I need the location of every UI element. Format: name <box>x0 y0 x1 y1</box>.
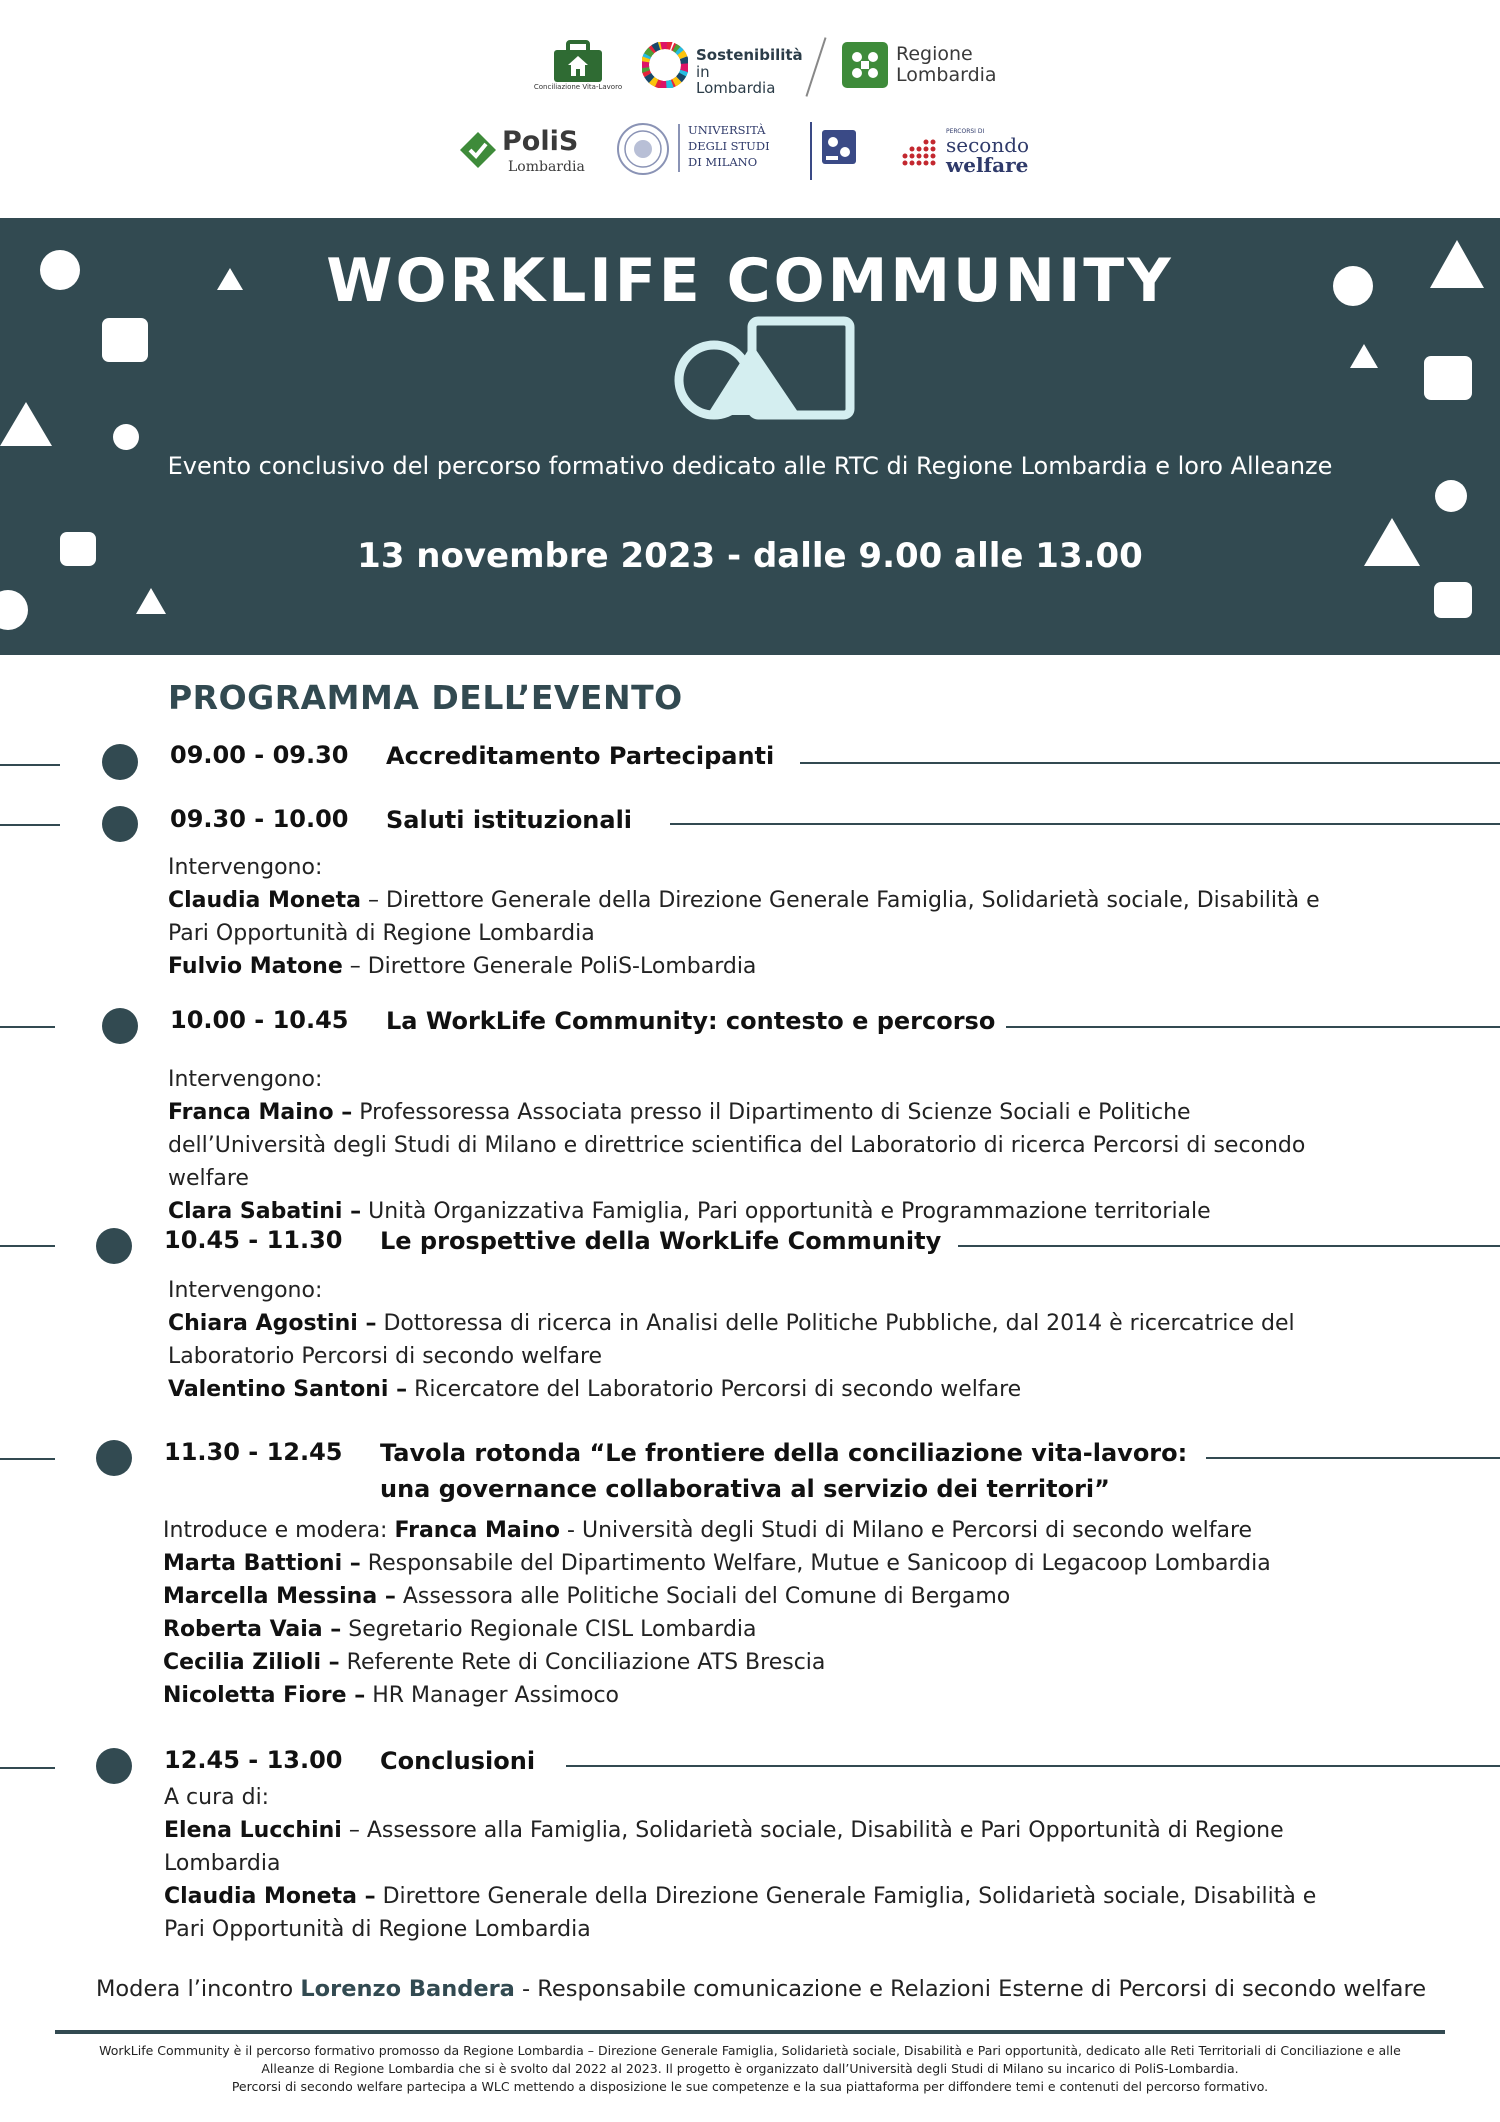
session-title: Saluti istituzionali <box>386 806 633 834</box>
speaker-name: Franca Maino – <box>168 1100 353 1125</box>
speaker-name: Claudia Moneta <box>168 888 361 913</box>
speaker-name: Chiara Agostini – <box>168 1311 377 1336</box>
polis-diamond-icon <box>458 130 498 170</box>
speaker-name: Marta Battioni – <box>163 1551 361 1576</box>
session-title-line1: Tavola rotonda “Le frontiere della conciliazione vita-lavoro: <box>380 1439 1188 1467</box>
timeline-line <box>800 762 1500 764</box>
footer-note <box>60 2042 1440 2096</box>
intro-label: A cura di: <box>164 1785 270 1810</box>
timeline-dot <box>102 744 138 780</box>
polis-name: PoliS <box>502 126 579 157</box>
speaker <box>168 884 1348 950</box>
footer-line3: Percorsi di secondo welfare partecipa a WLC mettendo a disposizione le sue competenze e la sua piattaforma per diffondere temi e contenuti del percorso formativo. <box>231 2079 1269 2094</box>
session-details <box>168 1274 1348 1406</box>
speaker-role: Ricercatore del Laboratorio Percorsi di secondo welfare <box>407 1377 1022 1402</box>
speaker-role: HR Manager Assimoco <box>365 1683 620 1708</box>
session-details <box>164 1781 1344 1946</box>
regione-line2: Lombardia <box>896 64 997 86</box>
secondo-welfare-logo <box>900 124 1040 180</box>
regione-cross-icon <box>842 42 888 88</box>
speaker <box>168 950 1348 983</box>
session-title: Le prospettive della WorkLife Community <box>380 1227 942 1255</box>
deco-circle <box>113 424 139 450</box>
speaker-name: Roberta Vaia – <box>163 1617 342 1642</box>
timeline-line <box>1006 1026 1500 1028</box>
logo-bar <box>0 0 1500 200</box>
speaker-name: Claudia Moneta – <box>164 1884 376 1909</box>
footer-line2: Alleanze di Regione Lombardia che si è svolto dal 2022 al 2023. Il progetto è organizzato dall’Università degli Studi di Milano su incarico di PoliS-Lombardia. <box>261 2061 1239 2076</box>
unimi-seal-icon <box>616 122 670 176</box>
deco-square <box>1424 356 1472 400</box>
timeline-line <box>0 1245 55 1247</box>
speaker-name: Fulvio Matone <box>168 954 343 979</box>
timeline-line <box>566 1765 1500 1767</box>
secondo-line2: welfare <box>946 153 1029 177</box>
intro-role: - Università degli Studi di Milano e Percorsi di secondo welfare <box>560 1518 1253 1543</box>
timeline-line <box>0 824 60 826</box>
sostenibilita-logo <box>642 42 803 97</box>
moderator-role: - Responsabile comunicazione e Relazioni Esterne di Percorsi di secondo welfare <box>514 1976 1427 2002</box>
banner-title: WORKLIFE COMMUNITY <box>326 246 1174 316</box>
deco-triangle <box>1430 240 1484 288</box>
speaker <box>163 1646 1363 1679</box>
speaker-name: Marcella Messina – <box>163 1584 396 1609</box>
dots-grid-icon <box>900 138 940 172</box>
speaker-name: Nicoletta Fiore – <box>163 1683 366 1708</box>
department-logo-icon <box>800 120 864 182</box>
hero-banner <box>0 218 1500 655</box>
timeline-dot <box>102 806 138 842</box>
session-time: 09.00 - 09.30 <box>170 741 349 769</box>
sdg-wheel-icon <box>642 42 688 88</box>
regione-logo <box>842 42 1012 90</box>
intro-label: Intervengono: <box>168 855 323 880</box>
speaker <box>168 1307 1348 1373</box>
timeline-line <box>0 1767 55 1769</box>
speaker-role: Professoressa Associata presso il Dipartimento di Scienze Sociali e Politiche dell’Università degli Studi di Milano e direttrice scientifica del Laboratorio di ricerca Percorsi di secondo welfare <box>168 1100 1306 1191</box>
speaker <box>163 1547 1363 1580</box>
timeline-line <box>0 1458 55 1460</box>
deco-square <box>1434 582 1472 618</box>
speaker-name: Elena Lucchini <box>164 1818 342 1843</box>
briefcase-house-icon <box>524 36 632 84</box>
polis-logo <box>458 126 598 180</box>
deco-circle <box>0 590 28 630</box>
regione-line1: Regione <box>896 43 973 65</box>
sostenibilita-line1: Sostenibilità <box>696 46 803 64</box>
speaker-name: Valentino Santoni – <box>168 1377 408 1402</box>
deco-circle <box>1435 480 1467 512</box>
session-time: 12.45 - 13.00 <box>164 1746 343 1774</box>
speaker-name: Clara Sabatini – <box>168 1199 362 1224</box>
footer-divider <box>55 2030 1445 2034</box>
timeline-dot <box>96 1228 132 1264</box>
timeline-dot <box>96 1748 132 1784</box>
speaker-role: Segretario Regionale CISL Lombardia <box>341 1617 757 1642</box>
moderator-name: Lorenzo Bandera <box>300 1976 515 2002</box>
deco-triangle <box>1350 344 1378 368</box>
session-title-line2: una governance collaborativa al servizio dei territori” <box>380 1475 1110 1503</box>
session-details <box>168 1063 1348 1228</box>
speaker <box>163 1679 1363 1712</box>
unimi-line1: UNIVERSITÀ <box>688 123 766 137</box>
moderator-line <box>96 1976 1426 2002</box>
deco-triangle <box>136 588 166 614</box>
timeline-line <box>0 764 60 766</box>
deco-circle <box>1333 266 1373 306</box>
speaker-role: Unità Organizzativa Famiglia, Pari opportunità e Programmazione territoriale <box>361 1199 1211 1224</box>
speaker <box>168 1096 1348 1195</box>
logo-divider <box>805 37 826 97</box>
deco-circle <box>40 250 80 290</box>
speaker-role: Assessora alle Politiche Sociali del Comune di Bergamo <box>395 1584 1011 1609</box>
secondo-top: PERCORSI DI <box>946 128 985 135</box>
unimi-line3: DI MILANO <box>688 155 758 169</box>
timeline-dot <box>96 1440 132 1476</box>
moderator-intro <box>163 1514 1363 1547</box>
sostenibilita-line2: in Lombardia <box>696 63 776 97</box>
speaker-role: Direttore Generale della Direzione Generale Famiglia, Solidarietà sociale, Disabilità e Pari Opportunità di Regione Lombardia <box>164 1884 1317 1942</box>
event-date: 13 novembre 2023 - dalle 9.00 alle 13.00 <box>357 536 1143 576</box>
intro-label: Intervengono: <box>168 1067 323 1092</box>
deco-triangle <box>0 402 52 446</box>
speaker-role: – Direttore Generale della Direzione Generale Famiglia, Solidarietà sociale, Disabilità e Pari Opportunità di Regione Lombardia <box>168 888 1320 946</box>
banner-subtitle: Evento conclusivo del percorso formativo dedicato alle RTC di Regione Lombardia e loro Alleanze <box>167 452 1333 480</box>
session-title: Accreditamento Partecipanti <box>386 742 775 770</box>
session-time: 10.00 - 10.45 <box>170 1006 349 1034</box>
speaker-name: Cecilia Zilioli – <box>163 1650 340 1675</box>
session-details <box>163 1514 1363 1712</box>
footer-line1: WorkLife Community è il percorso formativo promosso da Regione Lombardia – Direzione Generale Famiglia, Solidarietà sociale, Disabilità e Pari opportunità, dedicato alle Reti Territoriali di Conciliazione e alle <box>99 2043 1401 2058</box>
session-details <box>168 851 1348 983</box>
session-title: Conclusioni <box>380 1747 536 1775</box>
speaker <box>168 1373 1348 1406</box>
speaker <box>163 1580 1363 1613</box>
unimi-line2: DEGLI STUDI <box>688 139 770 153</box>
timeline-line <box>0 1026 55 1028</box>
session-time: 10.45 - 11.30 <box>164 1226 343 1254</box>
speaker-role: – Assessore alla Famiglia, Solidarietà sociale, Disabilità e Pari Opportunità di Regione Lombardia <box>164 1818 1284 1876</box>
program-heading: PROGRAMMA DELL’EVENTO <box>168 678 683 717</box>
polis-sub: Lombardia <box>508 159 585 175</box>
session-time: 09.30 - 10.00 <box>170 805 349 833</box>
session-time: 11.30 - 12.45 <box>164 1438 343 1466</box>
conciliazione-label: Conciliazione Vita-Lavoro <box>533 83 623 91</box>
speaker-role: Responsabile del Dipartimento Welfare, Mutue e Sanicoop di Legacoop Lombardia <box>360 1551 1271 1576</box>
deco-square <box>102 318 148 362</box>
intro-prefix: Introduce e modera: <box>163 1518 395 1543</box>
timeline-dot <box>102 1008 138 1044</box>
shapes-logo-icon <box>670 316 856 420</box>
timeline-line <box>1206 1457 1500 1459</box>
speaker <box>163 1613 1363 1646</box>
timeline-line <box>670 823 1500 825</box>
speaker <box>164 1880 1344 1946</box>
timeline-line <box>958 1245 1500 1247</box>
intro-name: Franca Maino <box>394 1518 561 1543</box>
intro-label: Intervengono: <box>168 1278 323 1303</box>
speaker-role: Referente Rete di Conciliazione ATS Brescia <box>339 1650 826 1675</box>
secondo-line1: secondo <box>946 133 1030 157</box>
session-title: La WorkLife Community: contesto e percorso <box>386 1007 996 1035</box>
speaker-role: Dottoressa di ricerca in Analisi delle Politiche Pubbliche, dal 2014 è ricercatrice del Laboratorio Percorsi di secondo welfare <box>168 1311 1295 1369</box>
conciliazione-logo <box>524 36 632 96</box>
moderator-prefix: Modera l’incontro <box>96 1976 301 2002</box>
speaker <box>164 1814 1344 1880</box>
speaker-role: – Direttore Generale PoliS-Lombardia <box>342 954 757 979</box>
deco-triangle <box>217 268 243 290</box>
unimi-logo <box>616 120 776 180</box>
